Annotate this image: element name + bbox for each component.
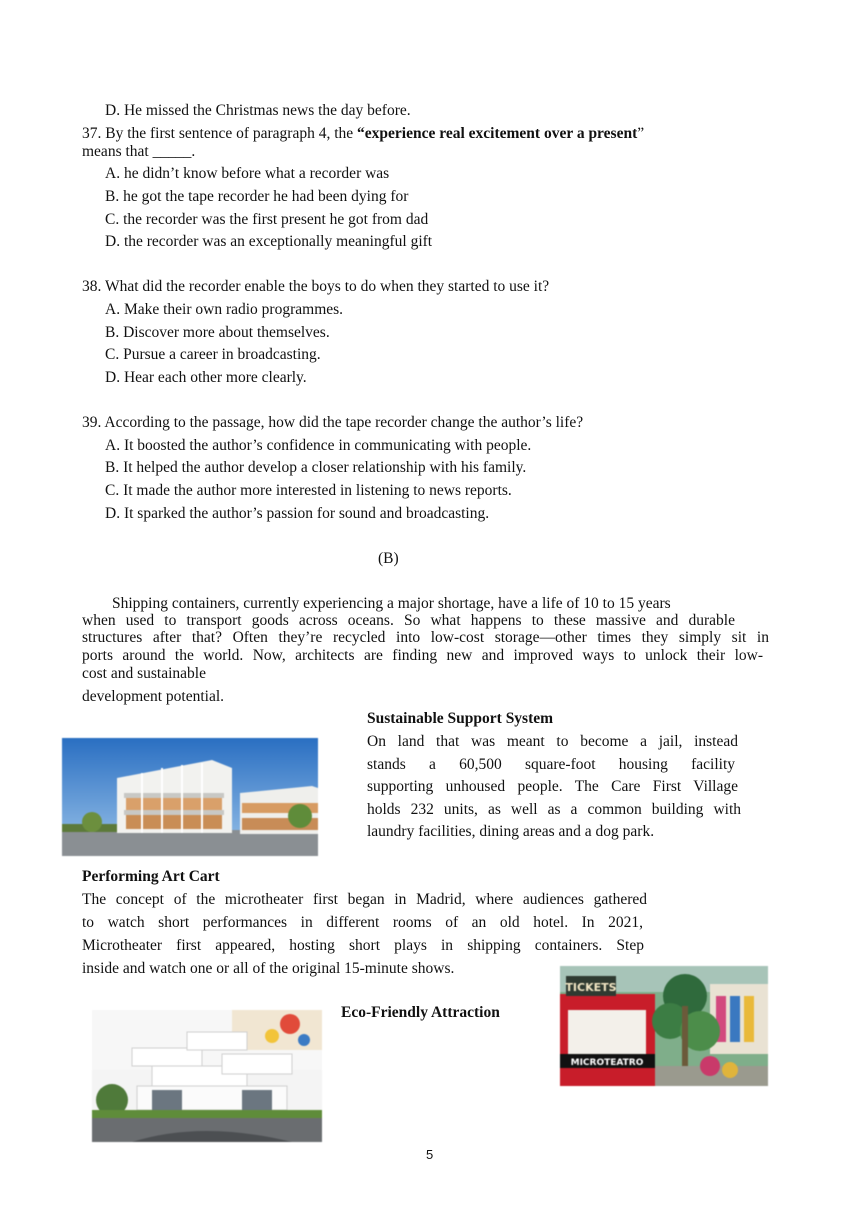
housing-building-illustration bbox=[62, 738, 318, 856]
support-line-5: laundry facilities, dining areas and a dog park. bbox=[367, 823, 655, 840]
intro-line-3: structures after that? Often they’re recycled into low-cost storage—other times they simply sit in bbox=[82, 629, 769, 646]
q37-stem-end: ” bbox=[637, 125, 645, 142]
q37-option-c: C. the recorder was the first present he got from dad bbox=[105, 211, 429, 228]
q36-option-d: D. He missed the Christmas news the day before. bbox=[105, 102, 411, 119]
q39-option-d: D. It sparked the author’s passion for sound and broadcasting. bbox=[105, 505, 490, 522]
intro-line-6: development potential. bbox=[82, 688, 225, 705]
care-first-village-photo bbox=[62, 738, 318, 856]
intro-line-2: when used to transport goods across oceans. So what happens to these massive and durable bbox=[82, 612, 735, 629]
support-line-3: supporting unhoused people. The Care First Village bbox=[367, 778, 738, 795]
eco-building-illustration bbox=[92, 1010, 322, 1142]
q37-stem bbox=[82, 125, 644, 143]
q37-stem-line2: means that _____. bbox=[82, 143, 196, 160]
q38-option-b: B. Discover more about themselves. bbox=[105, 324, 330, 341]
q39-stem: 39. According to the passage, how did the tape recorder change the author’s life? bbox=[82, 414, 584, 431]
microtheater-container-illustration bbox=[560, 966, 768, 1086]
support-line-2: stands a 60,500 square-foot housing facility bbox=[367, 756, 735, 773]
intro-line-1: Shipping containers, currently experiencing a major shortage, have a life of 10 to 15 years bbox=[112, 595, 671, 612]
page-number: 5 bbox=[426, 1147, 434, 1162]
q38-option-a: A. Make their own radio programmes. bbox=[105, 301, 344, 318]
art-title: Performing Art Cart bbox=[82, 868, 220, 885]
support-title: Sustainable Support System bbox=[367, 710, 554, 727]
q37-stem-start: 37. By the first sentence of paragraph 4, the bbox=[82, 125, 358, 142]
intro-line-5: cost and sustainable bbox=[82, 665, 206, 682]
eco-attraction-photo bbox=[92, 1010, 322, 1142]
q39-option-c: C. It made the author more interested in listening to news reports. bbox=[105, 482, 512, 499]
microteatro-sign: MICROTEATRO bbox=[570, 1058, 644, 1068]
q38-option-c: C. Pursue a career in broadcasting. bbox=[105, 346, 321, 363]
microtheater-photo bbox=[560, 966, 768, 1086]
q39-option-a: A. It boosted the author’s confidence in communicating with people. bbox=[105, 437, 532, 454]
q37-option-d: D. the recorder was an exceptionally meaningful gift bbox=[105, 233, 433, 250]
tickets-sign: TICKETS bbox=[565, 981, 617, 994]
support-line-1: On land that was meant to become a jail, instead bbox=[367, 733, 738, 750]
art-line-1: The concept of the microtheater first began in Madrid, where audiences gathered bbox=[82, 891, 647, 908]
art-line-2: to watch short performances in different rooms of an old hotel. In 2021, bbox=[82, 914, 643, 931]
q37-stem-quote: “experience real excitement over a present bbox=[357, 125, 638, 142]
q38-option-d: D. Hear each other more clearly. bbox=[105, 369, 307, 386]
art-line-3: Microtheater first appeared, hosting short plays in shipping containers. Step bbox=[82, 937, 644, 954]
q37-option-b: B. he got the tape recorder he had been dying for bbox=[105, 188, 409, 205]
q38-stem: 38. What did the recorder enable the boys to do when they started to use it? bbox=[82, 278, 550, 295]
support-line-4: holds 232 units, as well as a common building with bbox=[367, 801, 741, 818]
eco-title: Eco-Friendly Attraction bbox=[341, 1004, 500, 1021]
q37-option-a: A. he didn’t know before what a recorder was bbox=[105, 165, 390, 182]
art-line-4: inside and watch one or all of the original 15-minute shows. bbox=[82, 960, 455, 977]
intro-line-4: ports around the world. Now, architects are finding new and improved ways to unlock their low- bbox=[82, 647, 763, 664]
q39-option-b: B. It helped the author develop a closer relationship with his family. bbox=[105, 459, 527, 476]
section-b-heading: (B) bbox=[378, 550, 399, 567]
